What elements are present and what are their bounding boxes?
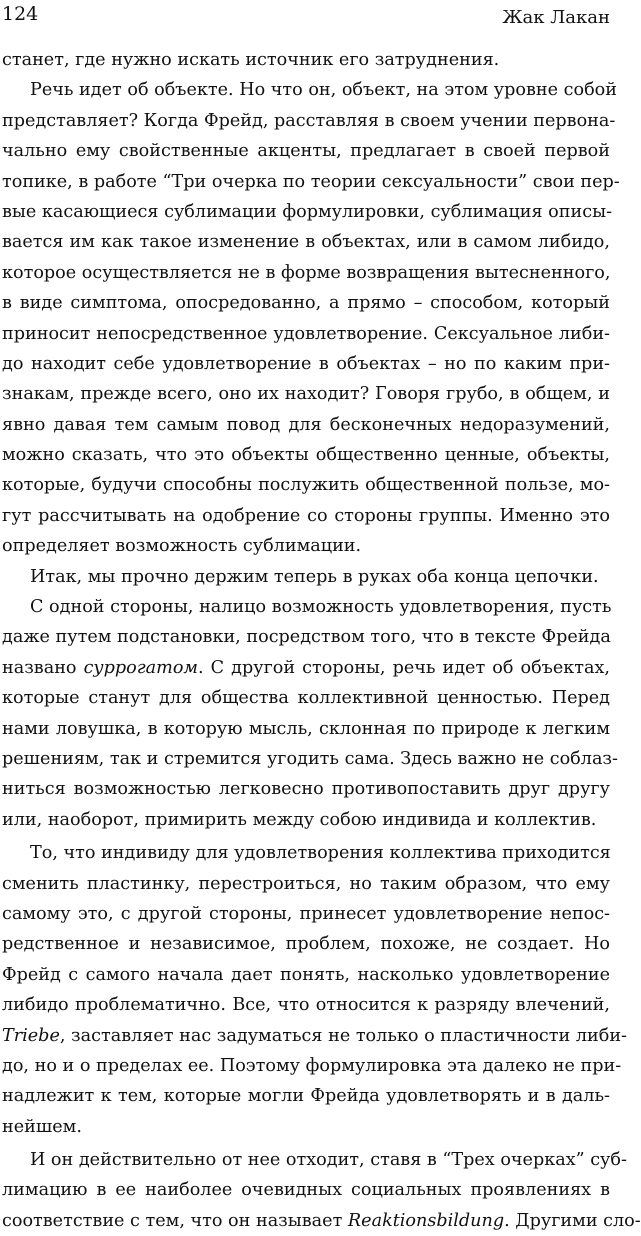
text-segment: названо — [2, 657, 84, 678]
text-segment: . Другими сло- — [504, 1210, 641, 1231]
paragraph — [2, 838, 627, 1142]
text-line: вые касающиеся сублимации формулировки, сублимация описы- — [2, 201, 613, 222]
text-line — [2, 653, 610, 683]
text-segment: соответствие с тем, что он называет — [2, 1210, 348, 1231]
text-line: И он действительно от нее отходит, ставя в “Трех очерках” суб- — [30, 1150, 627, 1171]
text-line: до, но и о пределах ее. Поэтому формулировка эта далеко не при- — [2, 1055, 622, 1076]
text-line: решениям, так и стремится угодить сама. Здесь важно не соблаз- — [2, 748, 618, 769]
paragraph — [2, 45, 610, 75]
text-line: нами ловушка, в которую мысль, склонная по природе к легким — [2, 718, 610, 739]
text-segment: , заставляет нас задуматься не только о пластичности либи- — [59, 1025, 627, 1046]
text-line: которое осуществляется не в форме возвращения вытесненного, — [2, 262, 611, 283]
text-line: надлежит к тем, которые могли Фрейда удовлетворять и в даль- — [2, 1086, 610, 1107]
italic-term: суррогатом — [83, 657, 198, 678]
text-line: которые, будучи способны послужить общественной пользе, мо- — [2, 475, 610, 496]
paragraph — [2, 75, 620, 561]
paragraph — [2, 562, 610, 592]
text-line: ниться возможностью легковесно противопоставить друг другу — [2, 779, 610, 800]
text-line: вается им как такое изменение в объектах, или в самом либидо, — [2, 232, 610, 253]
body-text — [2, 45, 641, 1236]
running-title: Жак Лакан — [502, 7, 610, 28]
text-line: нейшем. — [2, 1116, 82, 1137]
text-line: станет, где нужно искать источник его затруднения. — [2, 50, 500, 70]
text-segment: . С другой стороны, речь идет об объектах, — [198, 657, 610, 678]
text-line: знакам, прежде всего, оно их находит? Говоря грубо, в общем, и — [2, 384, 610, 405]
running-head — [2, 2, 610, 28]
text-line: Речь идет об объекте. Но что он, объект, на этом уровне собой — [30, 80, 617, 101]
text-line: явно давая тем самым повод для бесконечных недоразумений, — [2, 414, 610, 435]
text-line: или, наоборот, примирить между собою индивида и коллектив. — [2, 809, 597, 830]
text-line: Итак, мы прочно держим теперь в руках оба конца цепочки. — [30, 566, 599, 587]
text-line: до находит себе удовлетворение в объектах – но по каким при- — [2, 353, 610, 374]
text-line: самому это, с другой стороны, принесет удовлетворение непос- — [2, 903, 610, 924]
text-line: определяет возможность сублимации. — [2, 536, 362, 557]
text-line: даже путем подстановки, посредством того, что в тексте Фрейда — [2, 627, 611, 648]
text-line: лимацию в ее наиболее очевидных социальных проявлениях в — [2, 1180, 610, 1201]
text-line — [2, 1021, 627, 1051]
text-line: сменить пластинку, перестроиться, но таким образом, что ему — [2, 873, 610, 894]
text-line: То, что индивиду для удовлетворения коллектива приходится — [30, 843, 611, 864]
text-line: чально ему свойственные акценты, предлагает в своей первой — [2, 141, 610, 162]
italic-term: Reaktionsbildung — [347, 1210, 505, 1231]
text-line: приносит непосредственное удовлетворение. Сексуальное либи- — [2, 323, 610, 344]
text-line: топике, в работе “Три очерка по теории сексуальности” свои пер- — [2, 171, 620, 192]
paragraph — [2, 592, 618, 835]
text-line: С одной стороны, налицо возможность удовлетворения, пусть — [30, 597, 612, 618]
text-line: в виде симптома, опосредованно, а прямо – способом, который — [2, 293, 610, 314]
text-line: гут рассчитывать на одобрение со стороны группы. Именно это — [2, 505, 610, 526]
text-line: Фрейд с самого начала дает понять, насколько удовлетворение — [2, 964, 610, 985]
paragraph — [2, 1145, 641, 1236]
text-line: представляет? Когда Фрейд, расставляя в своем учении первона- — [2, 110, 616, 131]
text-line: редственное и независимое, проблем, похоже, не создает. Но — [2, 934, 610, 955]
text-line: можно сказать, что это объекты общественно ценные, объекты, — [2, 445, 610, 466]
text-line — [2, 1206, 641, 1236]
italic-term: Triebe — [2, 1025, 60, 1046]
text-line: либидо проблематично. Все, что относится к разряду влечений, — [2, 995, 610, 1016]
page-number: 124 — [2, 3, 39, 25]
text-line: которые станут для общества коллективной ценностью. Перед — [2, 688, 610, 709]
